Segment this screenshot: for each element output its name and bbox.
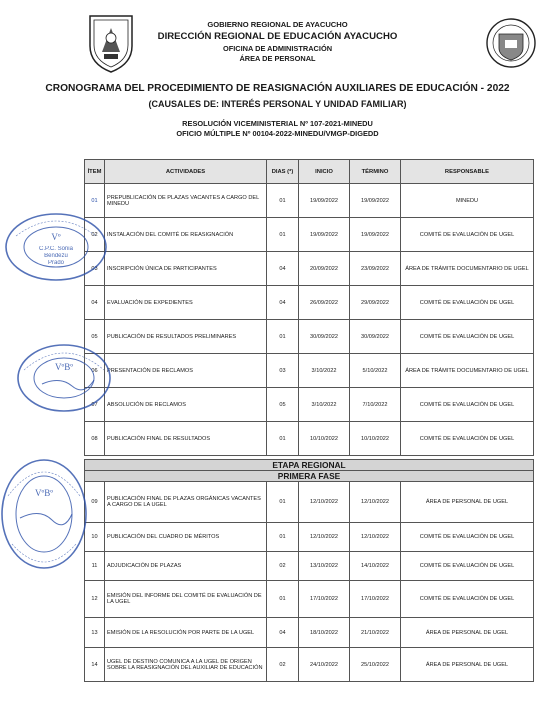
- phase-row: [85, 471, 534, 482]
- col-header-days: DIAS (*): [267, 160, 299, 184]
- row-end: 5/10/2022: [350, 354, 401, 388]
- document-title: CRONOGRAMA DEL PROCEDIMIENTO DE REASIGNACIÓN AUXILIARES DE EDUCACIÓN - 2022: [45, 83, 510, 94]
- svg-text:VºBº: VºBº: [34, 488, 54, 498]
- row-activity: PUBLICACIÓN DEL CUADRO DE MÉRITOS: [105, 523, 267, 552]
- row-start: 12/10/2022: [299, 523, 350, 552]
- row-activity: ABSOLUCIÓN DE RECLAMOS: [105, 388, 267, 422]
- row-activity: ADJUDICACIÓN DE PLAZAS: [105, 552, 267, 581]
- row-responsible: MINEDU: [401, 184, 534, 218]
- row-end: 12/10/2022: [350, 482, 401, 523]
- col-header-responsible: RESPONSABLE: [401, 160, 534, 184]
- row-activity: EMISIÓN DEL INFORME DEL COMITÉ DE EVALUACIÓN DE LA UGEL: [105, 581, 267, 618]
- row-start: 18/10/2022: [299, 618, 350, 648]
- col-header-item: ÍTEM: [85, 160, 105, 184]
- table-row: [85, 184, 534, 218]
- row-activity: PUBLICACIÓN FINAL DE PLAZAS ORGÁNICAS VACANTES A CARGO DE LA UGEL: [105, 482, 267, 523]
- row-responsible: COMITÉ DE EVALUACIÓN DE UGEL: [401, 218, 534, 252]
- row-end: 21/10/2022: [350, 618, 401, 648]
- row-item: 12: [85, 581, 105, 618]
- row-end: 25/10/2022: [350, 648, 401, 682]
- col-header-end: TÉRMINO: [350, 160, 401, 184]
- row-activity: EVALUACIÓN DE EXPEDIENTES: [105, 286, 267, 320]
- table-row: [85, 218, 534, 252]
- row-responsible: COMITÉ DE EVALUACIÓN DE UGEL: [401, 320, 534, 354]
- row-item: 05: [85, 320, 105, 354]
- row-responsible: ÁREA DE PERSONAL DE UGEL: [401, 648, 534, 682]
- row-end: 7/10/2022: [350, 388, 401, 422]
- approval-stamp-sonia: [2, 208, 110, 286]
- row-responsible: ÁREA DE TRÁMITE DOCUMENTARIO DE UGEL: [401, 354, 534, 388]
- row-days: 04: [267, 252, 299, 286]
- row-activity: INSTALACIÓN DEL COMITÉ DE REASIGNACIÓN: [105, 218, 267, 252]
- table-row: [85, 552, 534, 581]
- row-responsible: COMITÉ DE EVALUACIÓN DE UGEL: [401, 552, 534, 581]
- row-days: 04: [267, 286, 299, 320]
- row-end: 19/09/2022: [350, 184, 401, 218]
- row-start: 13/10/2022: [299, 552, 350, 581]
- row-end: 19/09/2022: [350, 218, 401, 252]
- table-row: [85, 320, 534, 354]
- row-responsible: ÁREA DE PERSONAL DE UGEL: [401, 618, 534, 648]
- row-activity: EMISIÓN DE LA RESOLUCIÓN POR PARTE DE LA UGEL: [105, 618, 267, 648]
- row-start: 10/10/2022: [299, 422, 350, 456]
- row-start: 20/09/2022: [299, 252, 350, 286]
- row-start: 3/10/2022: [299, 354, 350, 388]
- table-row: [85, 581, 534, 618]
- table-row: [85, 422, 534, 456]
- table-row: [85, 252, 534, 286]
- col-header-start: INICIO: [299, 160, 350, 184]
- row-item: 02: [85, 218, 105, 252]
- row-responsible: COMITÉ DE EVALUACIÓN DE UGEL: [401, 523, 534, 552]
- row-item: 04: [85, 286, 105, 320]
- table-row: [85, 648, 534, 682]
- row-start: 24/10/2022: [299, 648, 350, 682]
- row-end: 30/09/2022: [350, 320, 401, 354]
- row-days: 01: [267, 581, 299, 618]
- table-row: [85, 388, 534, 422]
- row-responsible: COMITÉ DE EVALUACIÓN DE UGEL: [401, 286, 534, 320]
- row-responsible: ÁREA DE PERSONAL DE UGEL: [401, 482, 534, 523]
- row-item: 11: [85, 552, 105, 581]
- row-responsible: COMITÉ DE EVALUACIÓN DE UGEL: [401, 581, 534, 618]
- row-start: 12/10/2022: [299, 482, 350, 523]
- oficio-reference: OFICIO MÚLTIPLE Nº 00104-2022-MINEDU/VMGP-DIGEDD: [176, 129, 379, 138]
- approval-stamp-regional: [0, 456, 92, 574]
- row-activity: PUBLICACIÓN DE RESULTADOS PRELIMINARES: [105, 320, 267, 354]
- svg-text:Prado: Prado: [47, 260, 65, 266]
- header-office: OFICINA DE ADMINISTRACIÓN: [222, 44, 333, 53]
- row-end: 23/09/2022: [350, 252, 401, 286]
- row-item: 07: [85, 388, 105, 422]
- row-responsible: ÁREA DE TRÁMITE DOCUMENTARIO DE UGEL: [401, 252, 534, 286]
- svg-text:Vº: Vº: [51, 232, 61, 242]
- row-days: 01: [267, 523, 299, 552]
- row-days: 05: [267, 388, 299, 422]
- row-end: 12/10/2022: [350, 523, 401, 552]
- row-days: 01: [267, 218, 299, 252]
- table-row: [85, 354, 534, 388]
- table-row: [85, 286, 534, 320]
- row-activity: INSCRIPCIÓN ÚNICA DE PARTICIPANTES: [105, 252, 267, 286]
- row-item: 08: [85, 422, 105, 456]
- schedule-table: [84, 159, 534, 682]
- table-row: [85, 482, 534, 523]
- row-start: 19/09/2022: [299, 184, 350, 218]
- row-activity: PREPUBLICACIÓN DE PLAZAS VACANTES A CARGO DEL MINEDU: [105, 184, 267, 218]
- row-days: 01: [267, 320, 299, 354]
- stage-row: [85, 460, 534, 471]
- svg-text:VºBº: VºBº: [54, 362, 74, 372]
- row-days: 01: [267, 184, 299, 218]
- row-days: 03: [267, 354, 299, 388]
- row-activity: PUBLICACIÓN FINAL DE RESULTADOS: [105, 422, 267, 456]
- row-days: 01: [267, 422, 299, 456]
- row-start: 3/10/2022: [299, 388, 350, 422]
- row-start: 19/09/2022: [299, 218, 350, 252]
- row-item: 09: [85, 482, 105, 523]
- approval-stamp-area: [14, 340, 114, 416]
- header-directorate: DIRECCIÓN REGIONAL DE EDUCACIÓN AYACUCHO: [157, 31, 398, 42]
- header-area: ÁREA DE PERSONAL: [239, 54, 316, 63]
- stage-label: ETAPA REGIONAL: [85, 460, 534, 471]
- table-row: [85, 523, 534, 552]
- svg-text:C.P.C. Sonia: C.P.C. Sonia: [39, 246, 73, 252]
- row-days: 01: [267, 482, 299, 523]
- row-responsible: COMITÉ DE EVALUACIÓN DE UGEL: [401, 422, 534, 456]
- row-item: 13: [85, 618, 105, 648]
- row-start: 30/09/2022: [299, 320, 350, 354]
- header-government: GOBIERNO REGIONAL DE AYACUCHO: [207, 20, 348, 29]
- row-item: 10: [85, 523, 105, 552]
- row-item: 14: [85, 648, 105, 682]
- row-end: 14/10/2022: [350, 552, 401, 581]
- row-days: 02: [267, 648, 299, 682]
- row-item: 06: [85, 354, 105, 388]
- phase-label: PRIMERA FASE: [85, 471, 534, 482]
- row-responsible: COMITÉ DE EVALUACIÓN DE UGEL: [401, 388, 534, 422]
- table-row: [85, 618, 534, 648]
- row-end: 17/10/2022: [350, 581, 401, 618]
- row-item: 01: [85, 184, 105, 218]
- row-days: 02: [267, 552, 299, 581]
- resolution-reference: RESOLUCIÓN VICEMINISTERIAL Nº 107-2021-MINEDU: [182, 119, 373, 128]
- row-activity: UGEL DE DESTINO COMUNICA A LA UGEL DE ORIGEN SOBRE LA REASIGNACIÓN DEL AUXILIAR DE EDUCACIÓN: [105, 648, 267, 682]
- row-end: 29/09/2022: [350, 286, 401, 320]
- row-start: 17/10/2022: [299, 581, 350, 618]
- col-header-activities: ACTIVIDADES: [105, 160, 267, 184]
- row-end: 10/10/2022: [350, 422, 401, 456]
- document-subtitle: (CAUSALES DE: INTERÉS PERSONAL Y UNIDAD FAMILIAR): [148, 99, 407, 109]
- row-days: 04: [267, 618, 299, 648]
- row-activity: PRESENTACIÓN DE RECLAMOS: [105, 354, 267, 388]
- row-item: 03: [85, 252, 105, 286]
- table-header-row: [85, 160, 534, 184]
- row-start: 26/09/2022: [299, 286, 350, 320]
- svg-text:Bendezu: Bendezu: [44, 253, 68, 259]
